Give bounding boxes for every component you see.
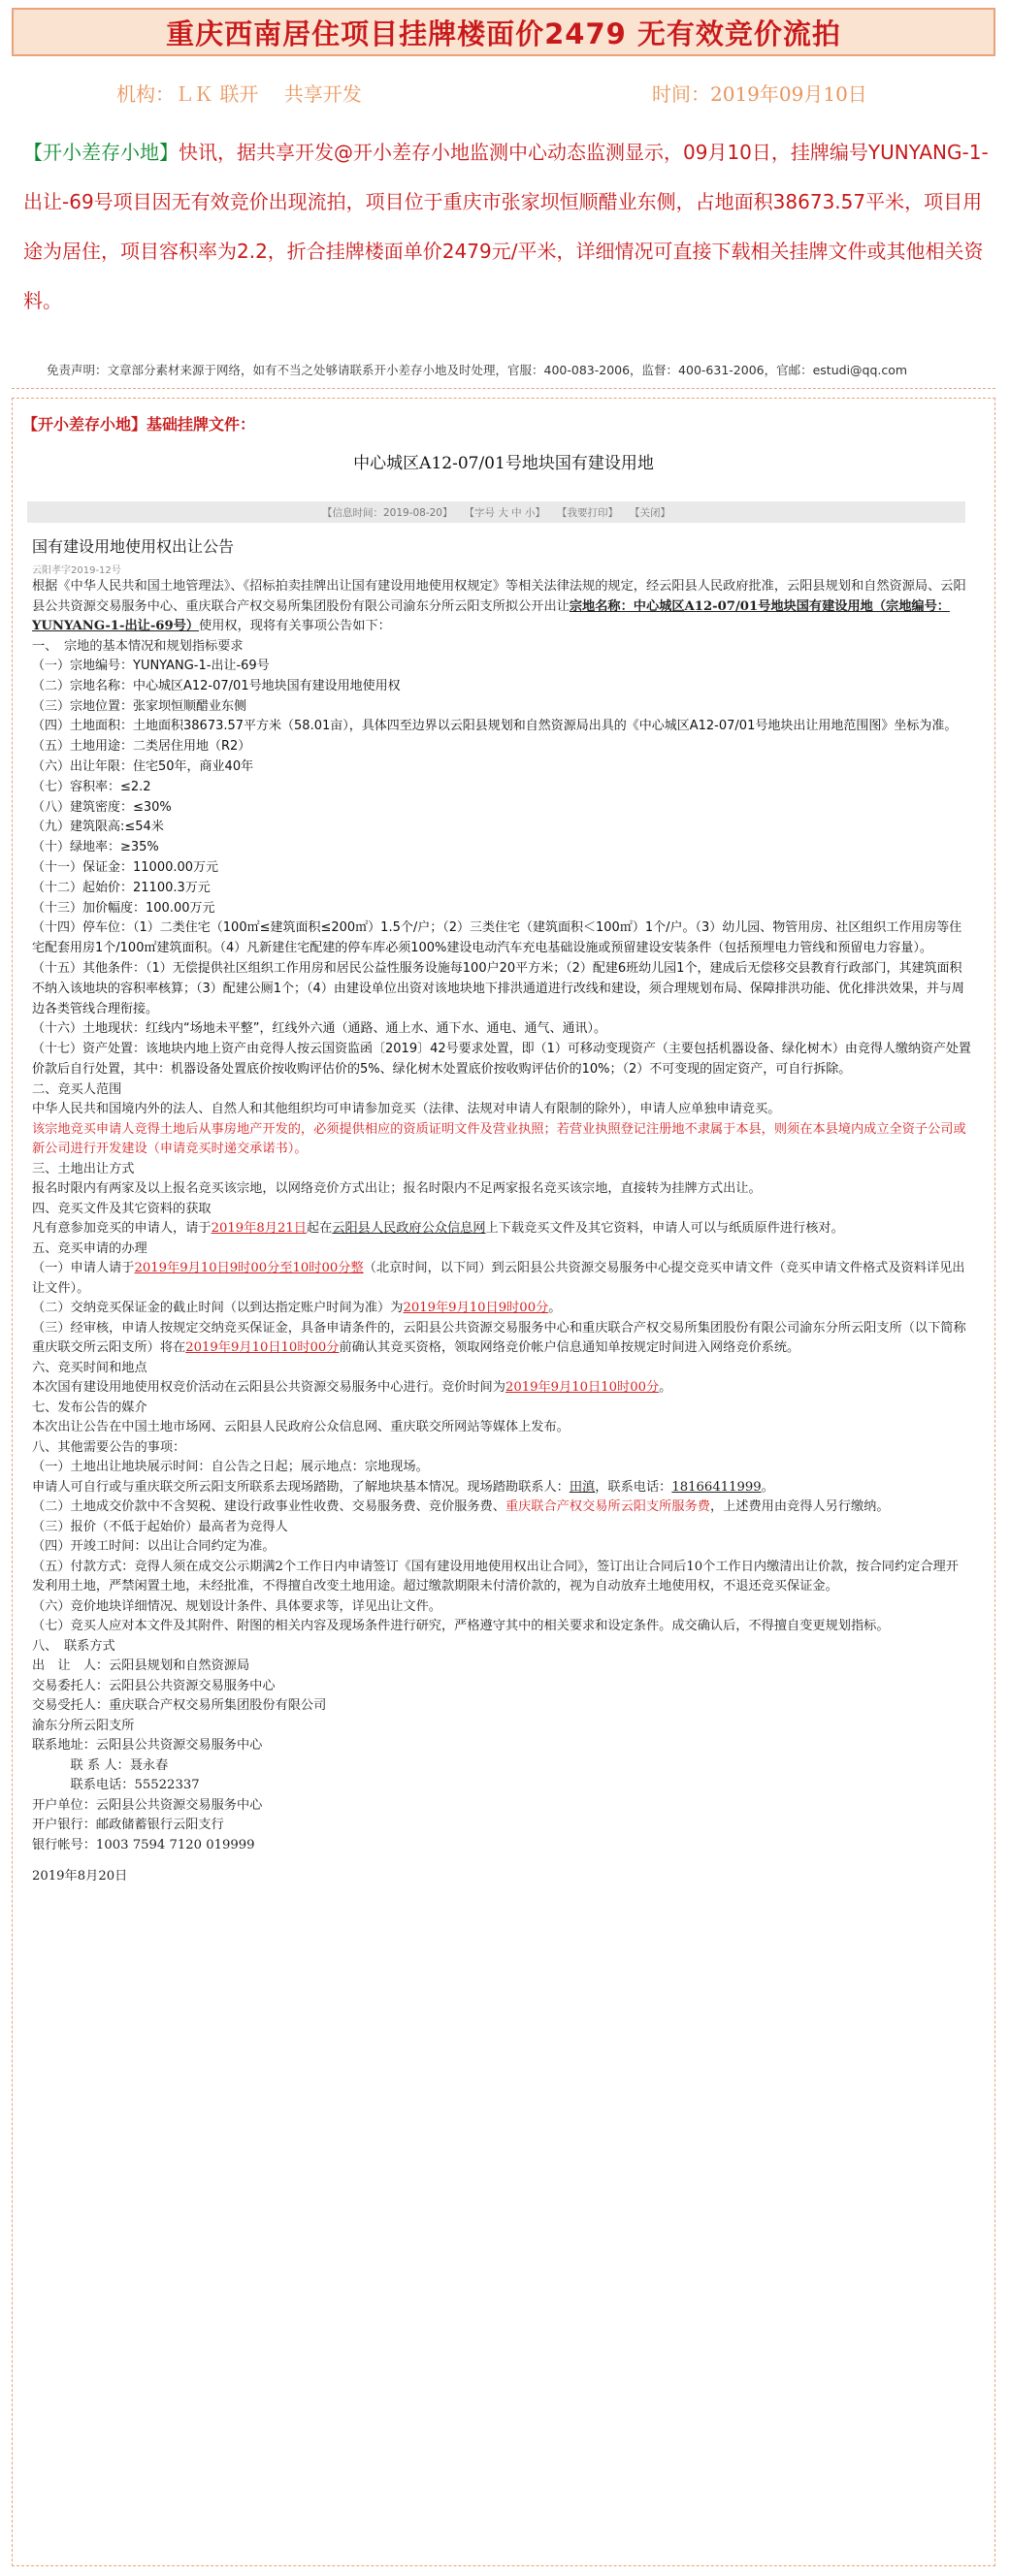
section-8-item-4: （四）开竣工时间：以出让合同约定为准。: [32, 1539, 276, 1555]
contact-line: 联系电话：55522337: [32, 1778, 200, 1793]
document-box: [12, 398, 995, 2566]
contact-line: 开户银行：邮政储蓄银行云阳支行: [32, 1818, 224, 1833]
section-8-item-1b: 申请人可自行或与重庆联交所云阳支所联系去现场踏勘，了解地块基本情况。现场踏勘联系人：田滇，联系电话：18166411999。: [32, 1479, 774, 1495]
section-6-text: 本次国有建设用地使用权竞价活动在云阳县公共资源交易服务中心进行。竞价时间为2019年9月10日10时00分。: [32, 1380, 672, 1396]
section-4-heading: 四、竞买文件及其它资料的获取: [32, 1201, 212, 1216]
spec-item: （十一）保证金：11000.00万元: [32, 859, 219, 875]
section-1-heading: 一、 宗地的基本情况和规划指标要求: [32, 638, 244, 654]
spec-item: （九）建筑限高:≤54米: [32, 820, 164, 835]
section-5-item-1: （一）申请人请于2019年9月10日9时00分至10时00分整（北京时间，以下同）到云阳县公共资源交易服务中心提交竞买申请文件（竞买申请文件格式及资料详见出让文件）。: [32, 1261, 965, 1296]
meta-row: [12, 68, 995, 116]
contact-line: 出 让 人：云阳县规划和自然资源局: [32, 1658, 250, 1674]
info-bar: [27, 501, 965, 523]
section-5-item-3: （三）经审核，申请人按规定交纳竞买保证金，具备申请条件的，云阳县公共资源交易服务中心和重庆联合产权交易所集团股份有限公司渝东分所云阳支所（以下简称重庆联交所云阳支所）将在2019年9月10日10时00分前确认其竞买资格，领取网络竞价帐户信息通知单按规定时间进入网络竞价系统。: [32, 1320, 966, 1356]
section-8-item-2: （二）土地成交价款中不含契税、建设行政事业性收费、交易服务费、竞价服务费、重庆联合产权交易所云阳支所服务费，上述费用由竞得人另行缴纳。: [32, 1499, 890, 1515]
section-2-note: 该宗地竞买申请人竞得土地后从事房地产开发的，必须提供相应的资质证明文件及营业执照；若营业执照登记注册地不隶属于本县，则须在本县境内成立全资子公司或新公司进行开发建设（申请竞买时递交承诺书）。: [32, 1121, 966, 1157]
document-title: 中心城区A12-07/01号地块国有建设用地: [353, 454, 654, 473]
section-9-heading: 八、 联系方式: [32, 1638, 115, 1654]
section-8-item-5: （五）付款方式：竞得人须在成交公示期满2个工作日内申请签订《国有建设用地使用权出让合同》，签订出让合同后10个工作日内缴清出让价款，按合同约定合理开发利用土地，严禁闲置土地，未经批准，不得擅自改变土地用途。超过缴款期限未付清价款的，视为自动放弃土地使用权，不退还竞买保证金。: [32, 1559, 959, 1594]
section-7-text: 本次出让公告在中国土地市场网、云阳县人民政府公众信息网、重庆联交所网站等媒体上发布。: [32, 1420, 570, 1435]
section-6-heading: 六、竞买时间和地点: [32, 1360, 147, 1375]
spec-item: （十二）起始价：21100.3万元: [32, 880, 211, 895]
spec-item: （十三）加价幅度：100.00万元: [32, 900, 215, 916]
spec-item: （十）绿地率：≥35%: [32, 840, 159, 855]
section-3-heading: 三、土地出让方式: [32, 1161, 135, 1176]
notice-body: [32, 577, 971, 1887]
spec-item: （十七）资产处置：该地块内地上资产由竞得人按云国资监函〔2019〕42号要求处置，即（1）可移动变现资产（主要包括机器设备、绿化树木）由竞得人缴纳资产处置价款后自行处置，其中：机器设备处置底价按收购评估价的5%、绿化树木处置底价按收购评估价的10%；（2）不可变现的固定资产，可自行拆除。: [32, 1042, 971, 1077]
summary-text: 快讯，据共享开发@开小差存小地监测中心动态监测显示，09月10日，挂牌编号YUNYANG-1-出让-69号项目因无有效竞价出现流拍，项目位于重庆市张家坝恒顺醋业东侧，占地面积38673.57平米，项目用途为居住，项目容积率为2.2，折合挂牌楼面单价2479元/平米，详细情况可直接下载相关挂牌文件或其他相关资料。: [23, 141, 989, 312]
spec-item: （四）土地面积：土地面积38673.57平方米（58.01亩），具体四至边界以云阳县规划和自然资源局出具的《中心城区A12-07/01号地块出让用地范围图》坐标为准。: [32, 719, 958, 734]
start-date: 2019年8月21日: [211, 1221, 307, 1237]
contact-line: 交易委托人：云阳县公共资源交易服务中心: [32, 1678, 276, 1693]
parcel-spec-list: [32, 657, 971, 1080]
brand-tag: 【开小差存小地】: [23, 141, 179, 164]
contact-line: 交易受托人：重庆联合产权交易所集团股份有限公司: [32, 1698, 327, 1714]
section-8-item-1: （一）土地出让地块展示时间：自公告之日起；展示地点：宗地现场。: [32, 1460, 429, 1475]
time-label: 时间：2019年09月10日: [652, 81, 867, 106]
spacer: [32, 1855, 971, 1867]
contact-phone: 18166411999: [671, 1479, 762, 1495]
section-7-heading: 七、发布公告的媒介: [32, 1400, 147, 1415]
parcel-name: 宗地名称：中心城区A12-07/01号地块国有建设用地（宗地编号：YUNYANG-1-出让-69号）: [32, 598, 950, 633]
section-8-item-3: （三）报价（不低于起始价）最高者为竞得人: [32, 1519, 288, 1534]
notice-number: 云阳孝字2019-12号: [32, 565, 121, 576]
spec-item: （六）出让年限：住宅50年，商业40年: [32, 758, 254, 774]
notice-title: 国有建设用地使用权出让公告: [32, 537, 235, 556]
close-link[interactable]: 【关闭】: [630, 506, 671, 519]
contact-name: 田滇: [569, 1479, 596, 1495]
spec-item: （一）宗地编号：YUNYANG-1-出让-69号: [32, 659, 270, 673]
section-4-text: 凡有意参加竞买的申请人，请于2019年8月21日起在云阳县人民政府公众信息网上下载竞买文件及其它资料，申请人可以与纸质原件进行核对。: [32, 1221, 844, 1237]
contact-line: 开户单位：云阳县公共资源交易服务中心: [32, 1797, 263, 1813]
intro-paragraph: 根据《中华人民共和国土地管理法》、《招标拍卖挂牌出让国有建设用地使用权规定》等相关法律法规的规定，经云阳县人民政府批准，云阳县规划和自然资源局、云阳县公共资源交易服务中心、重庆联合产权交易所集团股份有限公司渝东分所云阳支所拟公开出让宗地名称：中心城区A12-07/01号地块国有建设用地（宗地编号：YUNYANG-1-出让-69号）使用权，现将有关事项公告如下：: [32, 579, 966, 633]
contact-line: 联 系 人：聂永春: [32, 1757, 169, 1773]
disclaimer: 免责声明：文章部分素材来源于网络，如有不当之处够请联系开小差存小地及时处理，官服：400-083-2006，监督：400-631-2006，官邮：estudi@qq.com: [47, 363, 908, 377]
info-time: 【信息时间：2019-08-20】: [321, 506, 453, 519]
contact-list: [32, 1657, 971, 1855]
spec-item: （三）宗地位置：张家坝恒顺醋业东侧: [32, 698, 247, 714]
contact-line: 渝东分所云阳支所: [32, 1718, 135, 1733]
section-3-text: 报名时限内有两家及以上报名竞买该宗地，以网络竞价方式出让；报名时限内不足两家报名竞买该宗地，直接转为挂牌方式出让。: [32, 1181, 762, 1197]
section-5-item-2: （二）交纳竞买保证金的截止时间（以到达指定账户时间为准）为2019年9月10日9时00分。: [32, 1301, 562, 1316]
section-8-item-7: （七）竞买人应对本文件及其附件、附图的相关内容及现场条件进行研究，严格遵守其中的相关要求和设定条件。成交确认后，不得擅自变更规划指标。: [32, 1619, 890, 1634]
section-8-item-6: （六）竞价地块详细情况、规划设计条件、具体要求等，详见出让文件。: [32, 1598, 441, 1614]
section-2-text: 中华人民共和国境内外的法人、自然人和其他组织均可申请参加竞买（法律、法规对申请人有限制的除外），申请人应单独申请竞买。: [32, 1102, 781, 1117]
section-5-heading: 五、竞买申请的办理: [32, 1240, 147, 1256]
notice-date: 2019年8月20日: [32, 1869, 128, 1884]
page-title: 重庆西南居住项目挂牌楼面价2479 无有效竞价流拍: [166, 16, 841, 50]
spec-item: （七）容积率：≤2.2: [32, 779, 151, 794]
font-size-switch[interactable]: 【字号 大 中 小】: [464, 506, 546, 519]
download-site-link[interactable]: 云阳县人民政府公众信息网: [332, 1221, 486, 1237]
divider: [12, 388, 995, 389]
summary-paragraph: [23, 128, 994, 326]
document-heading: 【开小差存小地】基础挂牌文件：: [22, 415, 256, 434]
contact-line: 银行帐号：1003 7594 7120 019999: [32, 1837, 255, 1852]
spec-item: （八）建筑密度：≤30%: [32, 799, 172, 815]
section-2-heading: 二、竞买人范围: [32, 1081, 122, 1097]
section-8-heading: 八、其他需要公告的事项：: [32, 1439, 186, 1455]
print-link[interactable]: 【我要打印】: [557, 506, 619, 519]
contact-line: 联系地址：云阳县公共资源交易服务中心: [32, 1738, 263, 1754]
spec-item: （十六）土地现状：红线内“场地未平整”，红线外六通（通路、通上水、通下水、通电、通气、通讯）。: [32, 1021, 606, 1037]
title-banner: [12, 8, 995, 56]
org-label: 机构：ＬＫ 联开 共享开发: [116, 81, 362, 106]
spec-item: （十四）停车位：（1）二类住宅（100㎡≤建筑面积≤200㎡）1.5个/户；（2）三类住宅（建筑面积＜100㎡）1个/户。（3）幼儿园、物管用房、社区组织工作用房等住宅配套用房1个/100㎡建筑面积。（4）凡新建住宅配建的停车库必须100%建设电动汽车充电基础设施或预留建设安装条件（包括预埋电力管线和预留电力容量）。: [32, 920, 962, 956]
spec-item: （五）土地用途：二类居住用地（R2）: [32, 739, 251, 755]
spec-item: （十五）其他条件：（1）无偿提供社区组织工作用房和居民公益性服务设施每100户20平方米；（2）配建6班幼儿园1个，建成后无偿移交县教育行政部门，其建筑面积不纳入该地块的容积率核算；（3）配建公厕1个；（4）由建设单位出资对该地块地下排洪通道进行改线和建设，须合理规划布局、保障排洪功能、优化排洪效果，并与周边各类管线合理衔接。: [32, 960, 964, 1016]
spec-item: （二）宗地名称：中心城区A12-07/01号地块国有建设用地使用权: [32, 678, 401, 693]
